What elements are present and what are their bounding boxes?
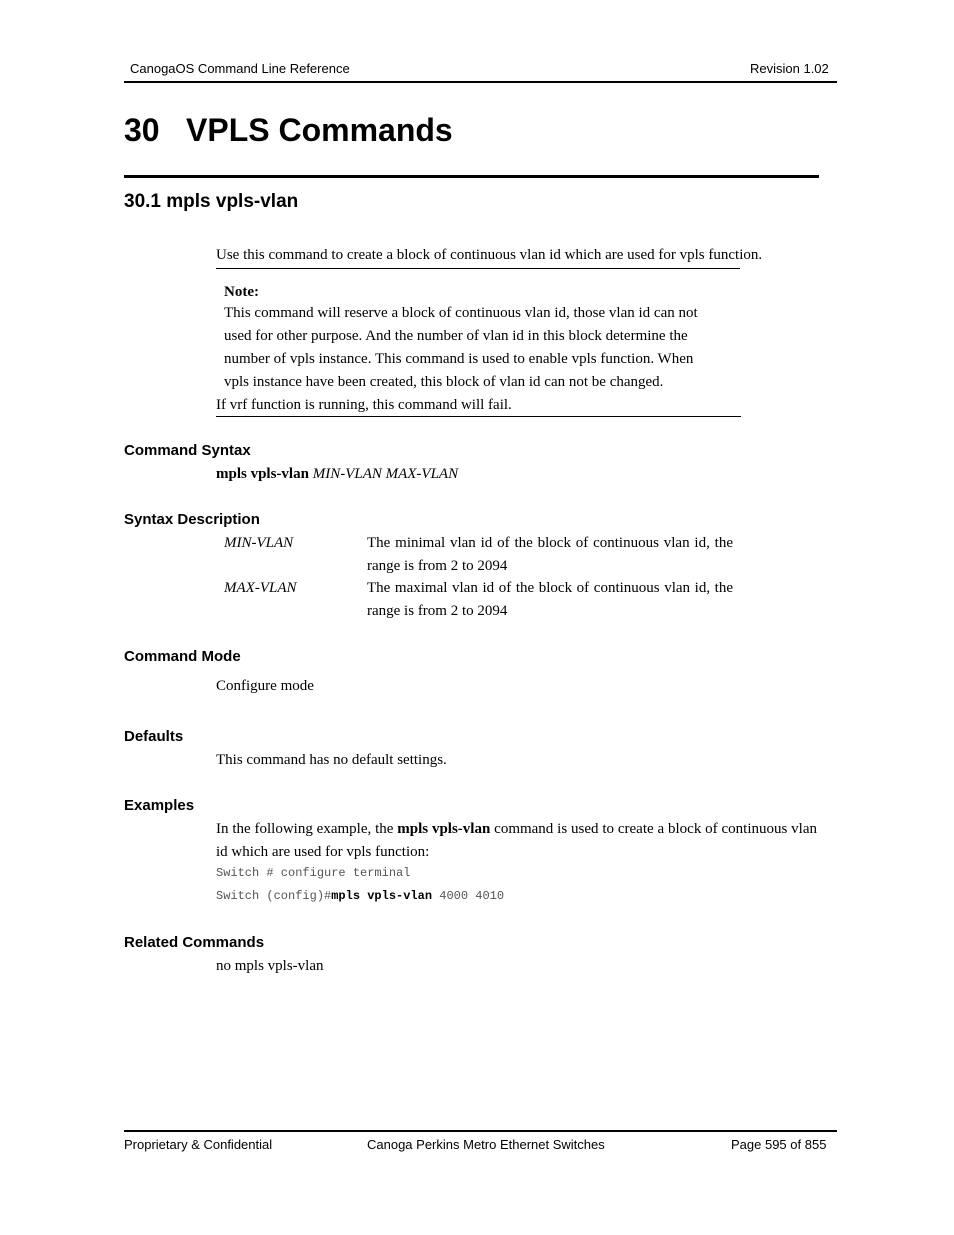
note-rule [216, 416, 741, 417]
code-line: Switch # configure terminal [216, 866, 411, 880]
examples-paragraph: In the following example, the mpls vpls-vlan command is used to create a block of continuous vlan id which are used for vpls function: [216, 821, 817, 860]
footer-product: Canoga Perkins Metro Ethernet Switches [367, 1137, 605, 1152]
footer-confidential: Proprietary & Confidential [124, 1137, 273, 1152]
header-revision: Revision 1.02 [750, 61, 829, 76]
param-description: The maximal vlan id of the block of continuous vlan id, the range is from 2 to 2094 [367, 580, 733, 619]
footer-page-number: Page 595 of 855 [731, 1137, 827, 1152]
chapter-heading [124, 112, 453, 149]
command-syntax-line [216, 463, 458, 486]
note-text [216, 302, 744, 417]
param-description: The minimal vlan id of the block of continuous vlan id, the range is from 2 to 2094 [367, 535, 733, 574]
chapter-title: VPLS Commands [186, 112, 453, 148]
intro-paragraph: Use this command to create a block of continuous vlan id which are used for vpls function. [216, 247, 763, 263]
header-document-title: CanogaOS Command Line Reference [130, 61, 350, 76]
note-line: used for other purpose. And the number of vlan id in this block determine the [224, 328, 688, 344]
header-rule [124, 81, 837, 83]
note-label: Note: [224, 284, 259, 300]
syntax-description-heading: Syntax Description [124, 511, 260, 528]
footer-rule [124, 1130, 837, 1132]
intro-rule [216, 268, 740, 269]
param-name: MIN-VLAN [224, 535, 294, 551]
related-command-link: no mpls vpls-vlan [216, 958, 324, 974]
code-line: Switch (config)#mpls vpls-vlan 4000 4010 [216, 889, 505, 903]
command-name: mpls vpls-vlan [216, 466, 309, 482]
command-mode-heading: Command Mode [124, 648, 241, 665]
param-name: MAX-VLAN [224, 580, 297, 596]
command-mode-text: Configure mode [216, 678, 314, 694]
examples-heading: Examples [124, 797, 195, 814]
note-line: If vrf function is running, this command will fail. [216, 397, 512, 413]
command-syntax-heading: Command Syntax [124, 442, 251, 459]
note-line: number of vpls instance. This command is used to enable vpls function. When [224, 351, 694, 367]
defaults-heading: Defaults [124, 728, 184, 745]
note-line: This command will reserve a block of continuous vlan id, those vlan id can not [224, 305, 698, 321]
chapter-number: 30 [124, 112, 160, 148]
related-commands-heading: Related Commands [124, 934, 265, 951]
note-line: vpls instance have been created, this block of vlan id can not be changed. [224, 374, 664, 390]
defaults-text: This command has no default settings. [216, 752, 447, 768]
inline-command: mpls vpls-vlan [397, 821, 491, 837]
command-args: MIN-VLAN MAX-VLAN [312, 466, 459, 482]
section-title: 30.1 mpls vpls-vlan [124, 191, 299, 212]
chapter-rule [124, 175, 819, 178]
